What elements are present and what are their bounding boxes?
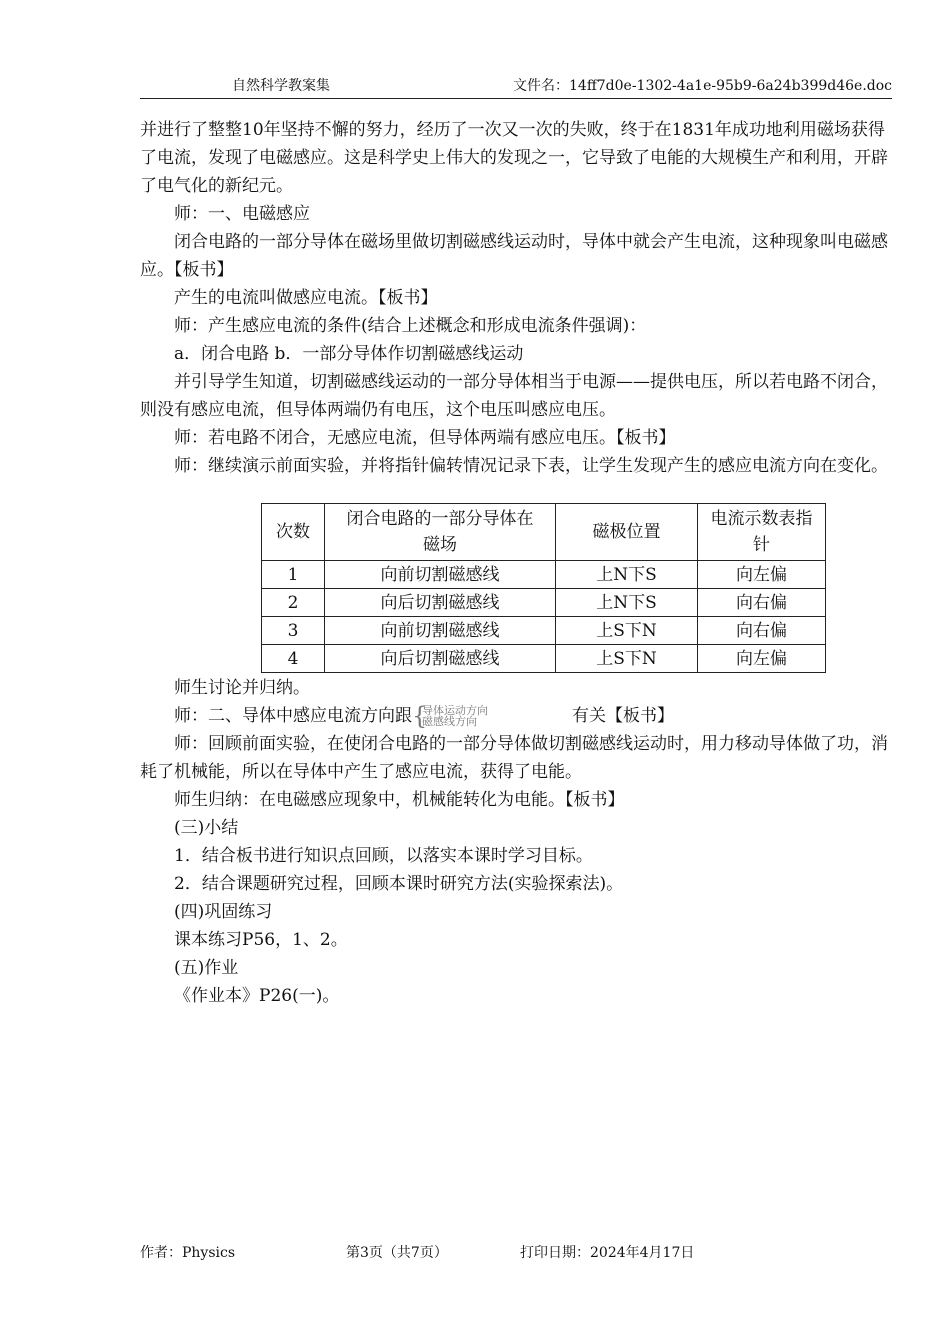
document-body-continued [140,674,892,1010]
direction-prefix: 师：二、导体中感应电流方向跟 [174,706,412,726]
footer-page-number: 第3页（共7页） [346,1245,448,1261]
table-cell: 向前切割磁感线 [325,561,556,589]
table-cell: 向右偏 [698,617,826,645]
body-paragraph: 师生归纳：在电磁感应现象中，机械能转化为电能。【板书】 [174,790,625,810]
section-heading: (五)作业 [174,958,239,978]
table-cell: 向后切割磁感线 [325,645,556,673]
section-heading: (四)巩固练习 [174,902,273,922]
footer-author: 作者：Physics [140,1245,236,1261]
table-cell: 1 [262,561,325,589]
table-cell: 向左偏 [698,561,826,589]
table-header-cell: 闭合电路的一部分导体在磁场 [325,504,556,561]
body-paragraph: 并进行了整整10年坚持不懈的努力，经历了一次又一次的失败，终于在1831年成功地利用磁场获得了电流，发现了电磁感应。这是科学史上伟大的发现之一，它导致了电能的大规模生产和利用，开辟了电气化的新纪元。 [140,120,888,196]
table-row [262,589,826,617]
table-header-row [262,504,826,561]
table-header-cell: 磁极位置 [556,504,698,561]
table-cell: 向前切割磁感线 [325,617,556,645]
table-cell: 向右偏 [698,589,826,617]
table-header-cell: 电流示数表指针 [698,504,826,561]
section-heading: (三)小结 [174,818,239,838]
header-collection-title: 自然科学教案集 [232,78,330,94]
brace-formula [412,705,572,729]
body-paragraph: 师：若电路不闭合，无感应电流，但导体两端有感应电压。【板书】 [174,428,676,448]
brace-line: { 导体运动方向 [422,703,488,717]
table-cell: 上S下N [556,617,698,645]
body-paragraph: 师：回顾前面实验，在使闭合电路的一部分导体做切割磁感线运动时，用力移动导体做了功，消耗了机械能，所以在导体中产生了感应电流，获得了电能。 [140,734,888,782]
footer-print-date: 打印日期：2024年4月17日 [520,1245,695,1261]
table-cell: 4 [262,645,325,673]
table-cell: 2 [262,589,325,617]
brace-line: 磁感线方向 [422,714,477,728]
section-heading [140,702,892,730]
experiment-table [261,503,826,673]
table-cell: 上S下N [556,645,698,673]
body-paragraph: 产生的电流叫做感应电流。【板书】 [174,288,438,308]
table-cell: 3 [262,617,325,645]
table-cell: 上N下S [556,561,698,589]
body-paragraph: 师：产生感应电流的条件(结合上述概念和形成电流条件强调)： [174,316,647,336]
page-header [140,74,892,99]
table-header-cell: 次数 [262,504,325,561]
body-paragraph: a．闭合电路 b．一部分导体作切割磁感线运动 [174,344,524,364]
table-cell: 向左偏 [698,645,826,673]
table-cell: 上N下S [556,589,698,617]
table-row [262,561,826,589]
section-heading: 师：一、电磁感应 [174,204,310,224]
body-paragraph: 师生讨论并归纳。 [174,678,310,698]
body-paragraph: 闭合电路的一部分导体在磁场里做切割磁感线运动时，导体中就会产生电流，这种现象叫电磁感应。【板书】 [140,232,888,280]
header-file-name: 文件名：14ff7d0e-1302-4a1e-95b9-6a24b399d46e.doc [513,78,892,94]
direction-suffix: 有关【板书】 [572,706,674,726]
body-paragraph: 师：继续演示前面实验，并将指针偏转情况记录下表，让学生发现产生的感应电流方向在变化。 [174,456,888,476]
table-cell: 向后切割磁感线 [325,589,556,617]
document-body [140,116,892,480]
body-paragraph: 2．结合课题研究过程，回顾本课时研究方法(实验探索法)。 [174,874,624,894]
body-paragraph: 课本练习P56，1、2。 [174,930,348,950]
table-row [262,645,826,673]
body-paragraph: 并引导学生知道，切割磁感线运动的一部分导体相当于电源——提供电压，所以若电路不闭合，则没有感应电流，但导体两端仍有电压，这个电压叫感应电压。 [140,372,888,420]
body-paragraph: 《作业本》P26(一)。 [174,986,340,1006]
table-row [262,617,826,645]
body-paragraph: 1．结合板书进行知识点回顾，以落实本课时学习目标。 [174,846,593,866]
